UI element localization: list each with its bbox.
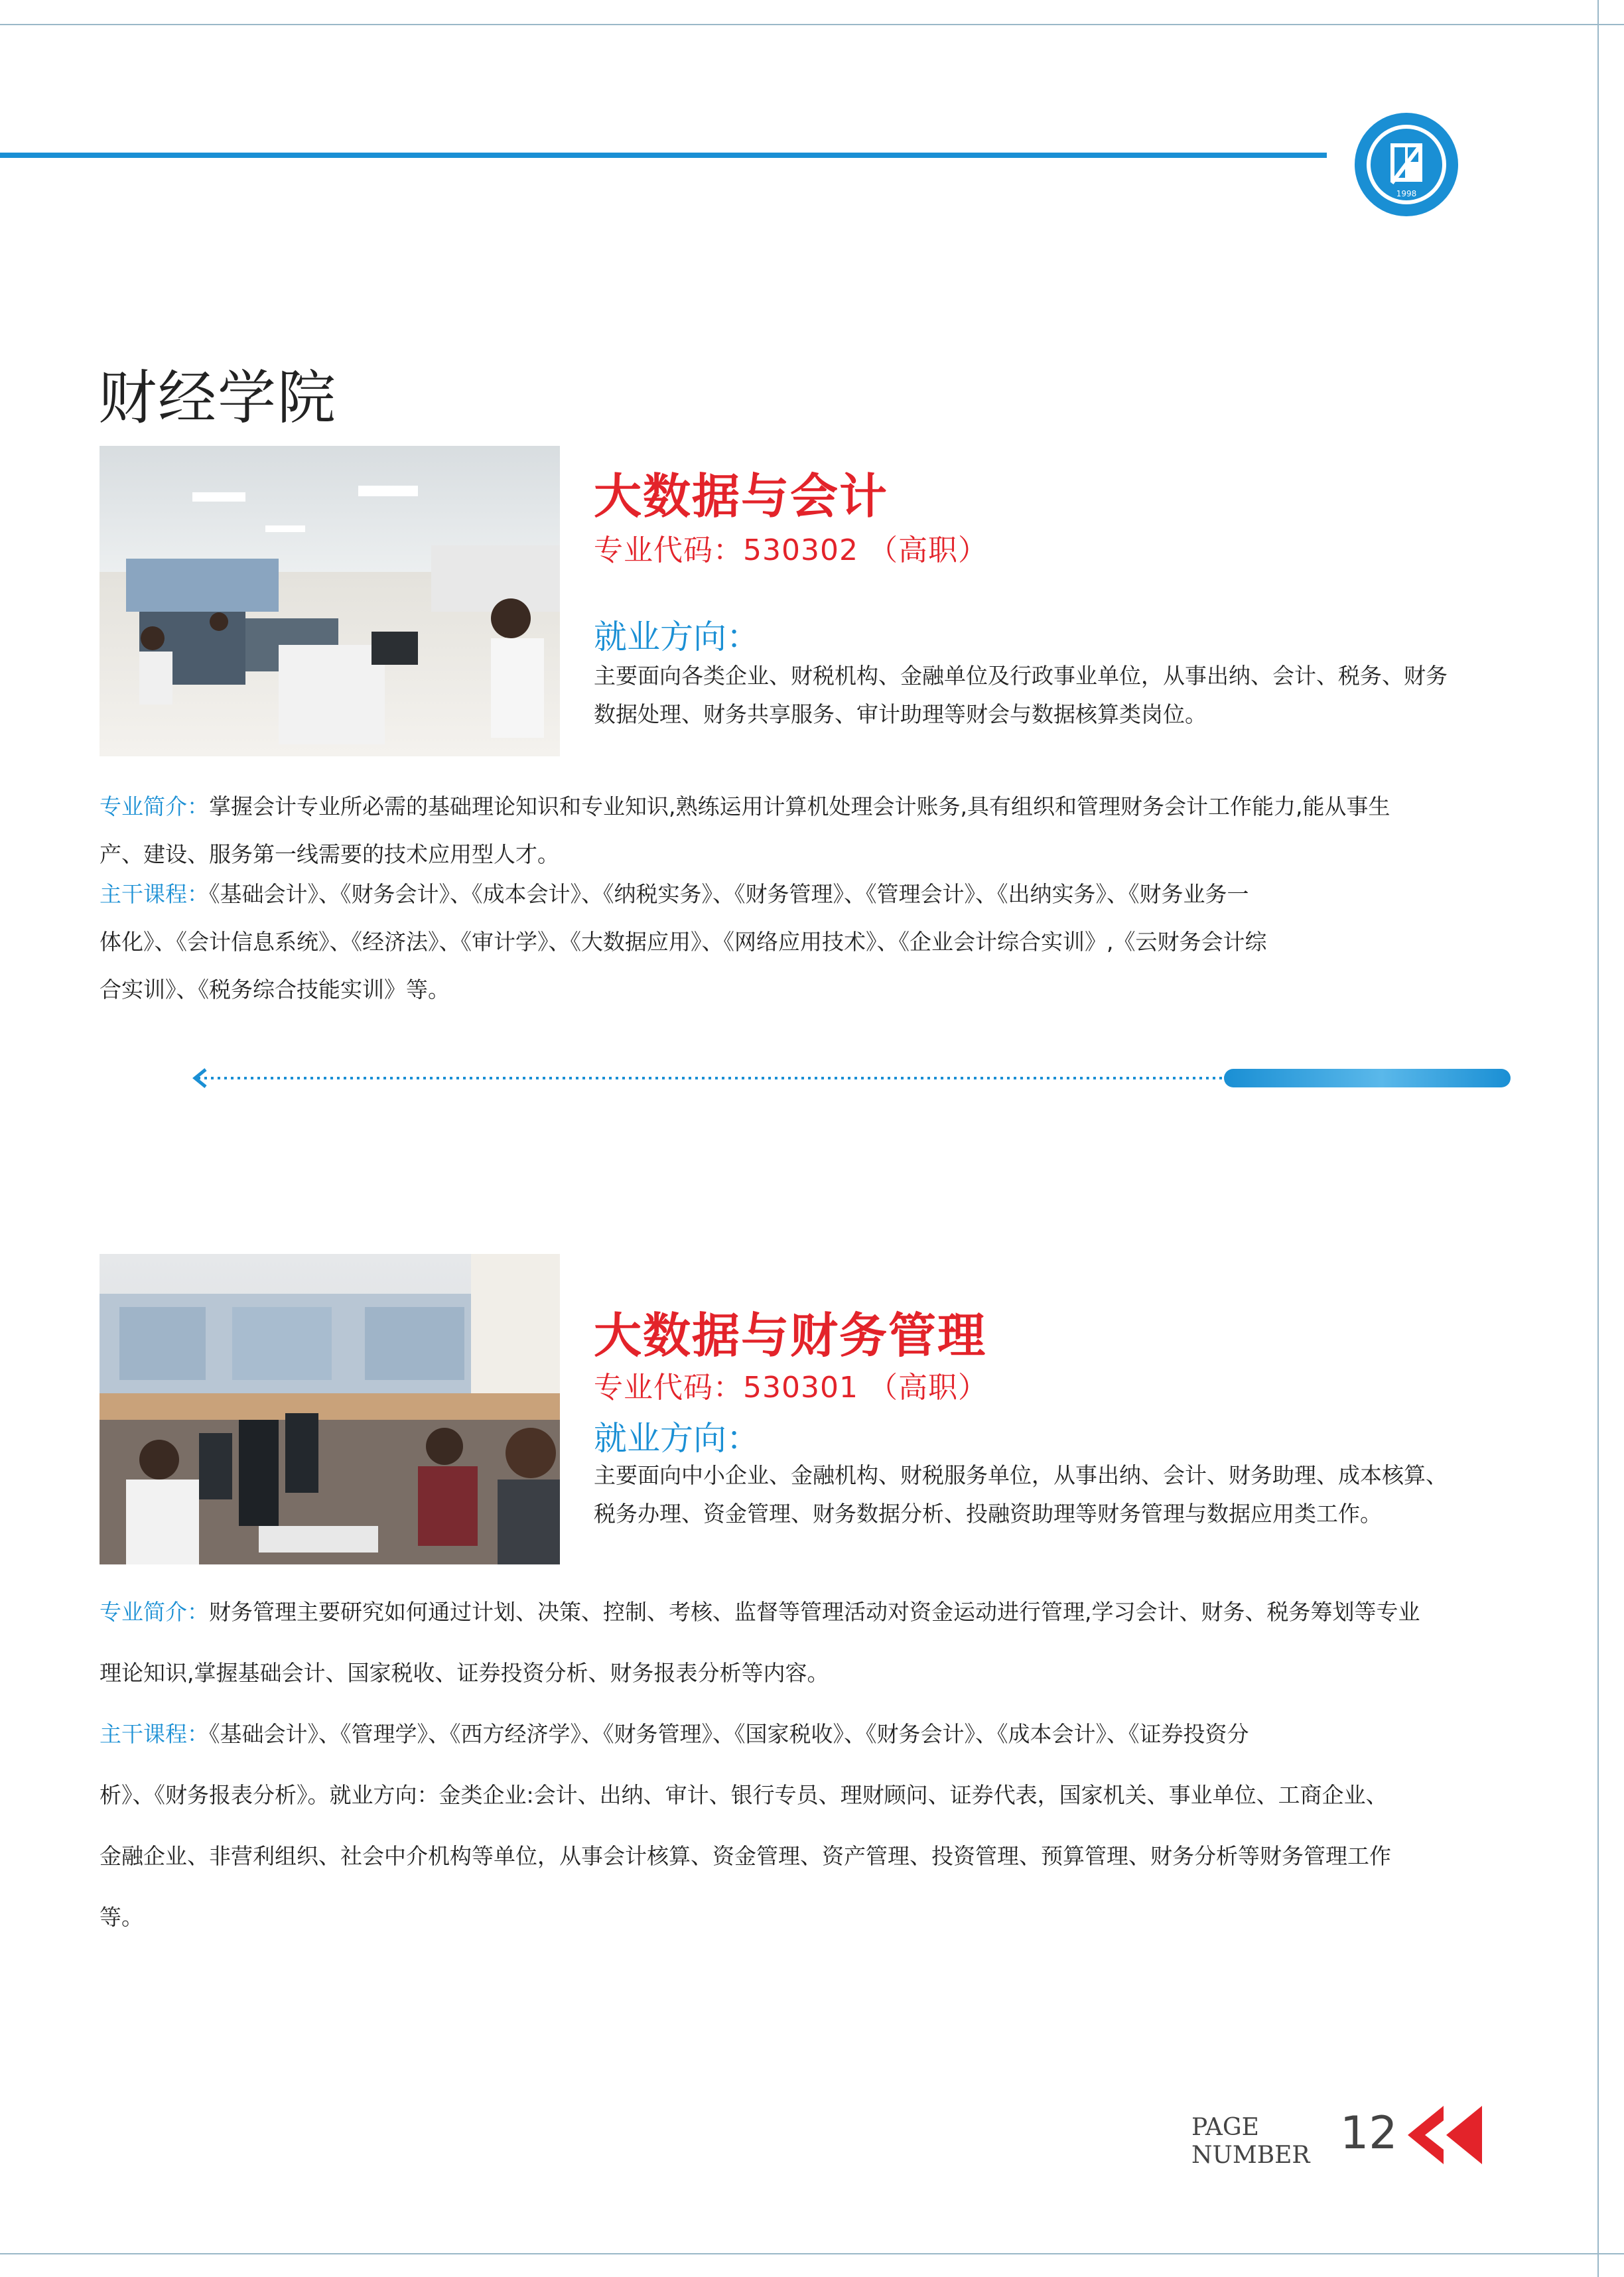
frame-line-bottom <box>0 2253 1624 2254</box>
courses-line: 《基础会计》、《管理学》、《西方经济学》、《财务管理》、《国家税收》、《财务会计》、《成本会计》、《证券投资分 <box>209 1721 1249 1747</box>
major-courses-2 <box>100 1704 1513 1948</box>
intro-line: 理论知识,掌握基础会计、国家税收、证券投资分析、财务报表分析等内容。 <box>100 1660 829 1686</box>
page-label: PAGE NUMBER <box>1191 2114 1310 2169</box>
employment-text-1 <box>594 657 1522 734</box>
intro-label: 专业简介： <box>100 794 209 819</box>
school-emblem-icon <box>1353 111 1459 218</box>
courses-label: 主干课程： <box>100 1721 209 1747</box>
major-title-2: 大数据与财务管理 <box>594 1308 987 1363</box>
courses-line: 等。 <box>100 1904 143 1930</box>
classroom-photo-2 <box>100 1254 560 1564</box>
section-title: 财经学院 <box>98 364 338 432</box>
section-divider-arrow <box>192 1062 1519 1095</box>
employment-heading-1: 就业方向： <box>594 618 760 656</box>
intro-label: 专业简介： <box>100 1599 209 1625</box>
employment-heading-2: 就业方向： <box>594 1419 760 1458</box>
courses-line: 金融企业、非营利组织、社会中介机构等单位，从事会计核算、资金管理、资产管理、投资管理、预算管理、财务分析等财务管理工作 <box>100 1843 1391 1869</box>
page-number: 12 <box>1340 2107 1398 2160</box>
header-accent-bar <box>0 153 1327 158</box>
employment-line: 主要面向各类企业、财税机构、金融单位及行政事业单位，从事出纳、会计、税务、财务 <box>594 663 1448 689</box>
intro-line: 产、建设、服务第一线需要的技术应用型人才。 <box>100 841 559 867</box>
courses-label: 主干课程： <box>100 881 209 907</box>
intro-line: 财务管理主要研究如何通过计划、决策、控制、考核、监督等管理活动对资金运动进行管理,学习会计、财务、税务筹划等专业 <box>209 1599 1420 1625</box>
major-code-1: 专业代码：530302 （高职） <box>594 533 988 567</box>
frame-line-top <box>0 24 1624 25</box>
employment-line: 税务办理、资金管理、财务数据分析、投融资助理等财务管理与数据应用类工作。 <box>594 1501 1382 1527</box>
classroom-photo-1 <box>100 446 560 756</box>
svg-text:1998: 1998 <box>1396 189 1417 198</box>
employment-line: 数据处理、财务共享服务、审计助理等财会与数据核算类岗位。 <box>594 701 1207 727</box>
major-courses-1 <box>100 870 1513 1014</box>
courses-line: 《基础会计》、《财务会计》、《成本会计》、《纳税实务》、《财务管理》、《管理会计》、《出纳实务》、《财务业务一 <box>209 881 1249 907</box>
major-intro-2 <box>100 1582 1513 1704</box>
major-title-1: 大数据与会计 <box>594 468 889 524</box>
frame-line-right <box>1597 0 1599 2277</box>
major-code-2: 专业代码：530301 （高职） <box>594 1371 988 1405</box>
double-chevron-left-icon <box>1405 2103 1485 2167</box>
courses-line: 析》、《财务报表分析》。就业方向：金类企业:会计、出纳、审计、银行专员、理财顾问、证券代表，国家机关、事业单位、工商企业、 <box>100 1782 1388 1808</box>
employment-text-2 <box>594 1456 1522 1533</box>
courses-line: 体化》、《会计信息系统》、《经济法》、《审计学》、《大数据应用》、《网络应用技术》、《企业会计综合实训》,《云财务会计综 <box>100 929 1267 955</box>
courses-line: 合实训》、《税务综合技能实训》等。 <box>100 977 450 1002</box>
major-intro-1 <box>100 783 1513 878</box>
employment-line: 主要面向中小企业、金融机构、财税服务单位，从事出纳、会计、财务助理、成本核算、 <box>594 1462 1448 1488</box>
intro-line: 掌握会计专业所必需的基础理论知识和专业知识,熟练运用计算机处理会计账务,具有组织和管理财务会计工作能力,能从事生 <box>209 794 1390 819</box>
